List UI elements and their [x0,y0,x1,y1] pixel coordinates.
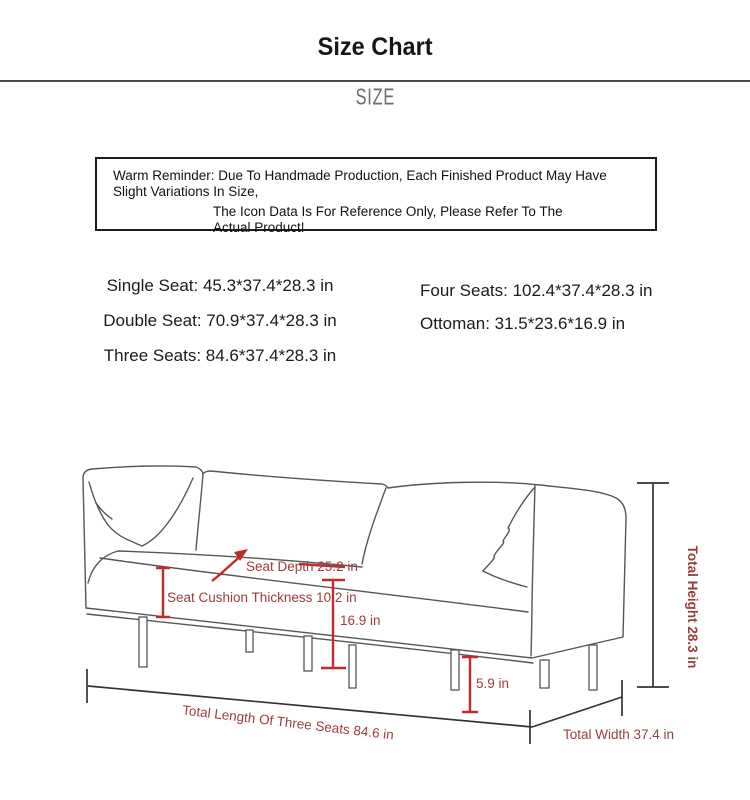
spec-single-seat: Single Seat: 45.3*37.4*28.3 in [106,276,334,295]
spec-three-seats: Three Seats: 84.6*37.4*28.3 in [103,346,337,365]
sofa-leg [540,660,549,688]
sofa-diagram-svg [0,440,750,790]
header-divider [0,80,750,82]
spec-four-seats: Four Seats: 102.4*37.4*28.3 in [420,281,653,300]
sofa-leg [589,645,597,690]
sofa-leg [246,630,253,652]
page-title-text: Size Chart [317,33,433,61]
sofa-sketch [83,466,626,690]
reminder-line-main: Warm Reminder: Due To Handmade Production, Each Finished Product May Have Slight Variations In Size, [113,168,607,199]
total-length-line [87,669,532,744]
reminder-box [95,157,657,235]
size-spec-column-left [80,276,360,381]
size-spec-column-right [420,281,720,347]
leg-height-label: 5.9 in [476,676,510,691]
spec-double-seat: Double Seat: 70.9*37.4*28.3 in [103,311,337,330]
section-label-text: SIZE [355,85,395,110]
spec-ottoman: Ottoman: 31.5*23.6*16.9 in [420,314,626,333]
reminder-line-note-2: Actual Product! [213,219,305,235]
sofa-leg [304,636,312,671]
total-height-label: Total Height 28.3 in [685,545,700,669]
sofa-leg [139,617,147,667]
sofa-leg [451,650,459,690]
seat-cushion-thickness-label: Seat Cushion Thickness 10.2 in [167,590,357,605]
section-label [0,86,750,110]
total-width-label: Total Width 37.4 in [563,727,675,742]
seat-height-label: 16.9 in [340,613,381,628]
page-title [0,33,750,62]
sofa-dimension-diagram [0,440,750,790]
reminder-line-note: The Icon Data Is For Reference Only, Please Refer To The [213,204,563,219]
total-length-label: Total Length Of Three Seats 84.6 in [181,702,395,743]
total-height-line [637,483,669,687]
sofa-leg [349,645,356,688]
seat-depth-label: Seat Depth 25.2 in [246,559,358,574]
